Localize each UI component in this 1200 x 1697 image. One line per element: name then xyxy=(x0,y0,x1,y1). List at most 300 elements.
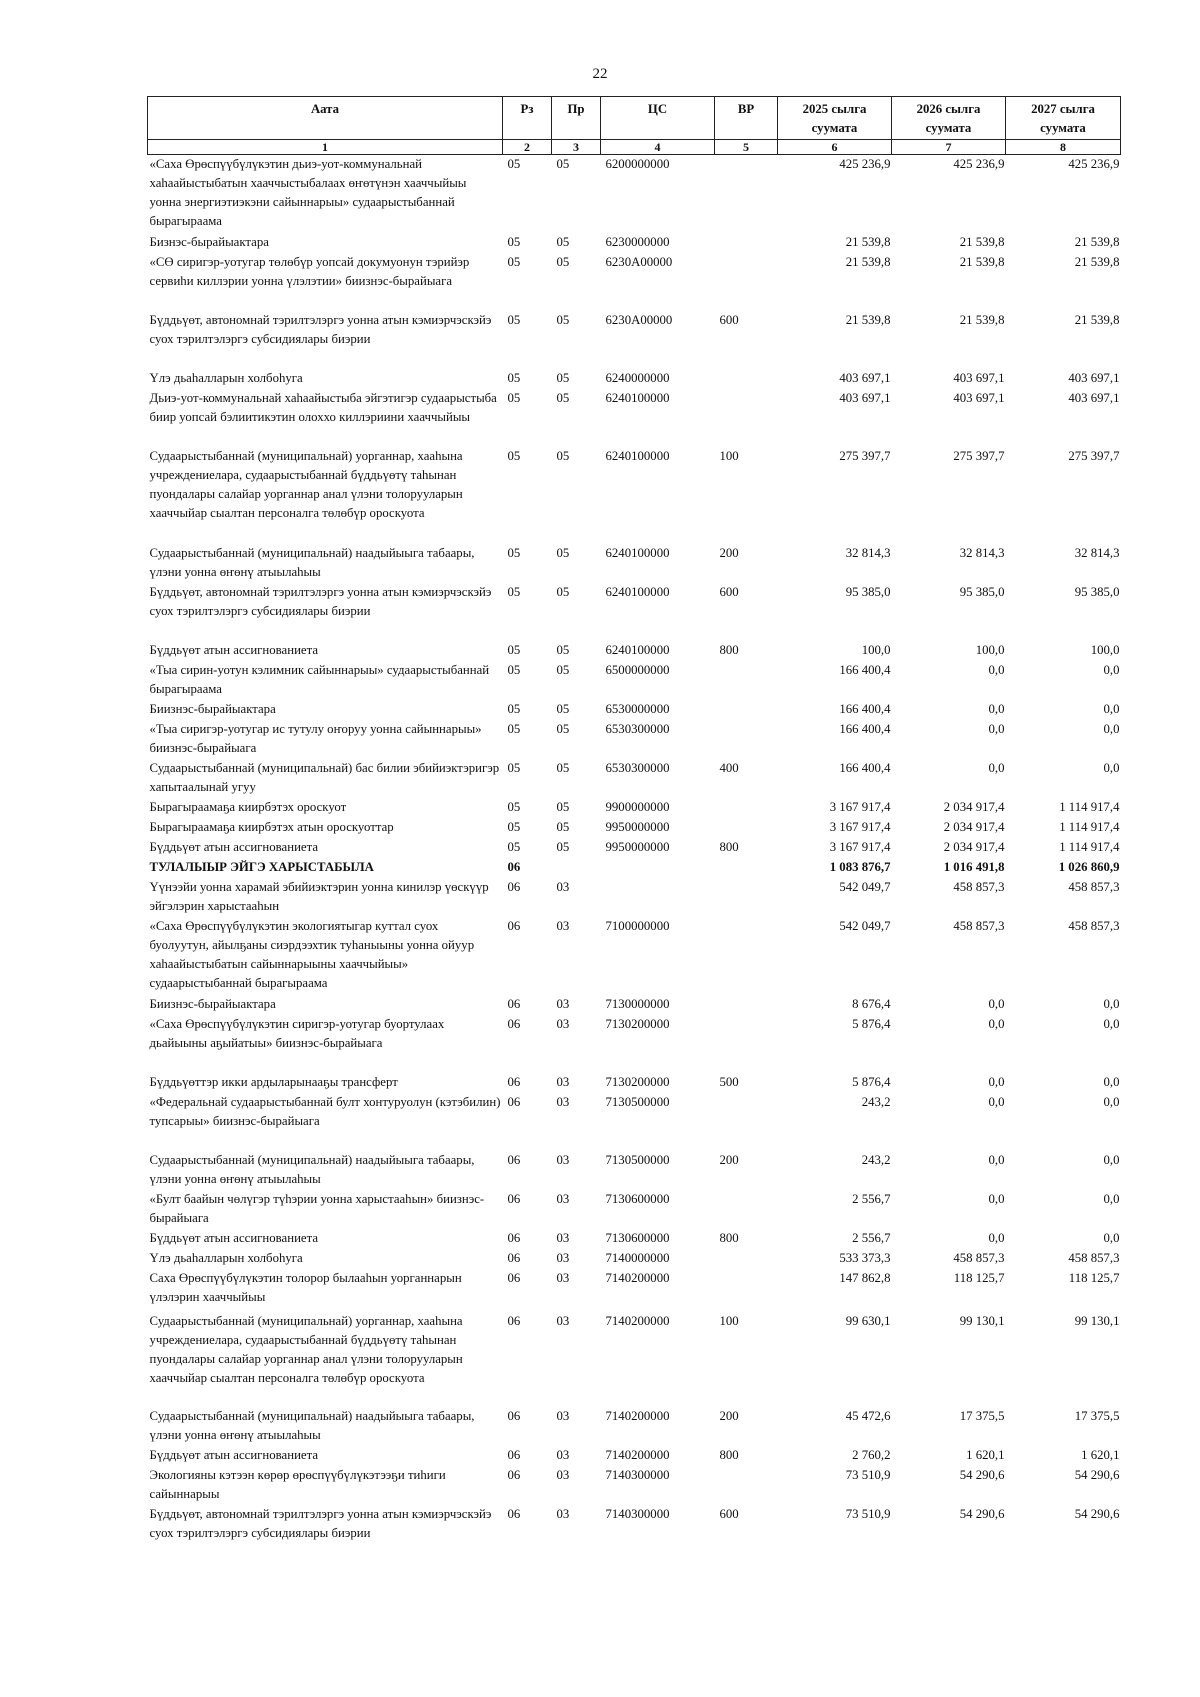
row-pr: 05 xyxy=(556,819,570,834)
table-row xyxy=(148,369,1121,389)
row-cs xyxy=(601,878,715,917)
row-name: «Саха Өрөспүүбүлүкэтин экологиятыгар куттал суох буолуутун, айылҕаны сиэрдээхтик туһаныыны уонна ойуур хаһаайыстыбатын сайыннарыыны хааччыйыы» судаарыстыбаннай бырагыраама xyxy=(149,918,475,990)
row-amount-2025: 3 167 917,4 xyxy=(829,799,891,814)
row-rz: 05 xyxy=(507,157,521,171)
row-amount-2026: 0,0 xyxy=(988,1230,1005,1245)
table-row xyxy=(148,661,1121,700)
row-amount-2027: 1 026 860,9 xyxy=(1058,859,1120,874)
row-vr: 600 xyxy=(719,584,739,599)
row-vr xyxy=(715,369,778,389)
table-row xyxy=(148,311,1121,369)
row-amount-2025: 542 049,7 xyxy=(839,879,891,894)
row-amount-2025: 166 400,4 xyxy=(839,662,891,677)
row-rz: 06 xyxy=(507,1191,521,1206)
row-name: Үлэ дьаһалларын холбоһуга xyxy=(149,1250,303,1265)
row-amount-2025: 100,0 xyxy=(861,642,891,657)
row-cs: 6240100000 xyxy=(605,448,670,463)
row-rz: 05 xyxy=(507,390,521,405)
row-pr: 05 xyxy=(556,234,570,249)
row-pr: 03 xyxy=(556,1230,570,1245)
row-vr: 400 xyxy=(719,760,739,775)
page-number: 22 xyxy=(592,66,608,82)
row-rz: 05 xyxy=(507,839,521,854)
row-amount-2026: 458 857,3 xyxy=(953,1250,1005,1265)
row-vr xyxy=(715,798,778,818)
row-pr: 03 xyxy=(556,1270,570,1285)
row-rz: 05 xyxy=(507,448,521,463)
row-amount-2026: 0,0 xyxy=(988,1152,1005,1167)
row-amount-2026: 403 697,1 xyxy=(953,370,1005,385)
row-vr xyxy=(715,389,778,447)
row-amount-2027: 0,0 xyxy=(1103,1074,1120,1089)
row-pr: 05 xyxy=(556,448,570,463)
row-rz: 06 xyxy=(507,1016,521,1031)
row-amount-2025: 45 472,6 xyxy=(845,1408,891,1423)
row-vr xyxy=(715,720,778,759)
row-amount-2025: 425 236,9 xyxy=(839,157,891,171)
row-amount-2027: 0,0 xyxy=(1103,1016,1120,1031)
row-amount-2026: 54 290,6 xyxy=(959,1467,1005,1482)
row-vr: 200 xyxy=(719,545,739,560)
row-vr xyxy=(715,995,778,1015)
row-rz: 06 xyxy=(507,1467,521,1482)
row-rz: 05 xyxy=(507,760,521,775)
row-rz: 05 xyxy=(507,370,521,385)
row-pr: 03 xyxy=(556,879,570,894)
row-amount-2025: 533 373,3 xyxy=(839,1250,891,1265)
row-amount-2025: 147 862,8 xyxy=(839,1270,891,1285)
row-amount-2025: 1 083 876,7 xyxy=(829,859,891,874)
row-vr: 800 xyxy=(719,1230,739,1245)
row-name: Үлэ дьаһалларын холбоһуга xyxy=(149,370,303,385)
row-pr: 05 xyxy=(556,701,570,716)
row-amount-2026: 1 620,1 xyxy=(966,1447,1005,1462)
row-amount-2025: 21 539,8 xyxy=(845,234,891,249)
row-amount-2026: 95 385,0 xyxy=(959,584,1005,599)
row-amount-2026: 0,0 xyxy=(988,760,1005,775)
table-row xyxy=(148,447,1121,544)
column-number: 6 xyxy=(778,140,892,155)
row-name: Бырагыраамаҕа киирбэтэх ороскуот xyxy=(149,799,347,814)
row-rz: 05 xyxy=(507,312,521,327)
row-rz: 06 xyxy=(507,918,521,933)
row-pr: 03 xyxy=(556,1094,570,1109)
row-amount-2027: 0,0 xyxy=(1103,996,1120,1011)
column-number: 7 xyxy=(892,140,1006,155)
row-amount-2026: 1 016 491,8 xyxy=(943,859,1005,874)
row-vr xyxy=(715,917,778,995)
table-row xyxy=(148,1229,1121,1249)
row-cs: 6240100000 xyxy=(605,390,670,405)
row-cs xyxy=(601,858,715,878)
table-row xyxy=(148,995,1121,1015)
header-vr: ВР xyxy=(715,97,778,140)
row-amount-2026: 2 034 917,4 xyxy=(943,799,1005,814)
row-cs: 7130200000 xyxy=(605,1016,670,1031)
row-cs: 7140300000 xyxy=(605,1506,670,1521)
row-rz: 06 xyxy=(507,1447,521,1462)
row-cs: 7130500000 xyxy=(605,1152,670,1167)
row-name: Судаарыстыбаннай (муниципальнай) уорганнар, хааһына учреждениелара, судаарыстыбаннай бүддьүөтү таһынан пуондалары салайар уорганнар анал үлэни толорууларын хааччыйар сыалтан персоналга төлөбүр ороскуота xyxy=(149,1313,463,1385)
row-cs: 7140200000 xyxy=(605,1313,670,1328)
row-cs: 7130600000 xyxy=(605,1191,670,1206)
column-number-row xyxy=(148,140,1121,155)
row-amount-2025: 8 676,4 xyxy=(852,996,891,1011)
row-vr: 600 xyxy=(719,312,739,327)
row-pr: 03 xyxy=(556,1016,570,1031)
table-row xyxy=(148,700,1121,720)
row-amount-2025: 21 539,8 xyxy=(845,254,891,269)
row-cs: 6530300000 xyxy=(605,721,670,736)
row-pr: 03 xyxy=(556,1447,570,1462)
row-amount-2027: 54 290,6 xyxy=(1074,1506,1120,1521)
row-vr: 100 xyxy=(719,448,739,463)
column-number: 3 xyxy=(552,140,601,155)
row-rz: 06 xyxy=(507,1094,521,1109)
header-pr: Пр xyxy=(552,97,601,140)
table-row xyxy=(148,1015,1121,1073)
row-amount-2026: 425 236,9 xyxy=(953,157,1005,171)
table-row xyxy=(148,1249,1121,1269)
row-pr: 05 xyxy=(556,721,570,736)
row-amount-2027: 118 125,7 xyxy=(1068,1270,1120,1285)
row-amount-2025: 32 814,3 xyxy=(845,545,891,560)
row-pr: 03 xyxy=(556,1467,570,1482)
row-pr: 05 xyxy=(556,370,570,385)
row-pr: 03 xyxy=(556,1074,570,1089)
table-row xyxy=(148,917,1121,995)
row-pr: 05 xyxy=(556,254,570,269)
row-cs: 7130200000 xyxy=(605,1074,670,1089)
table-row xyxy=(148,818,1121,838)
row-name: «Булт баайын чөлүгэр түһэрии уонна харыстааһын» биизнэс-бырайыага xyxy=(149,1191,485,1225)
row-amount-2027: 1 114 917,4 xyxy=(1059,839,1120,854)
row-amount-2026: 54 290,6 xyxy=(959,1506,1005,1521)
table-row xyxy=(148,1407,1121,1446)
row-amount-2026: 0,0 xyxy=(988,701,1005,716)
row-pr: 03 xyxy=(556,1313,570,1328)
row-name: Биизнэс-бырайыактара xyxy=(149,996,276,1011)
row-pr: 05 xyxy=(556,157,570,171)
row-pr: 05 xyxy=(556,799,570,814)
row-rz: 06 xyxy=(507,1408,521,1423)
row-rz: 05 xyxy=(507,234,521,249)
table-row xyxy=(148,798,1121,818)
row-cs: 6500000000 xyxy=(605,662,670,677)
row-name: Бүддьүөт атын ассигнованиета xyxy=(149,1230,319,1245)
header-year-2026: 2026 сылга суумата xyxy=(892,97,1006,140)
row-amount-2027: 425 236,9 xyxy=(1068,157,1120,171)
table-body xyxy=(148,155,1121,1563)
row-amount-2027: 0,0 xyxy=(1103,662,1120,677)
row-pr xyxy=(552,858,601,878)
row-cs: 7140000000 xyxy=(605,1250,670,1265)
table-row xyxy=(148,389,1121,447)
row-vr xyxy=(715,1093,778,1151)
row-amount-2025: 73 510,9 xyxy=(845,1467,891,1482)
table-row xyxy=(148,858,1121,878)
row-rz: 06 xyxy=(507,1313,521,1328)
row-rz: 05 xyxy=(507,799,521,814)
row-cs: 7140200000 xyxy=(605,1270,670,1285)
row-amount-2027: 54 290,6 xyxy=(1074,1467,1120,1482)
row-name: Судаарыстыбаннай (муниципальнай) наадыйыыга табаары, үлэни уонна өҥөнү атыылаһыы xyxy=(149,545,475,579)
row-amount-2027: 458 857,3 xyxy=(1068,918,1120,933)
row-rz: 06 xyxy=(507,879,521,894)
table-row xyxy=(148,1093,1121,1151)
row-name: Бүддьүөт атын ассигнованиета xyxy=(149,839,319,854)
table-row xyxy=(148,233,1121,253)
row-vr xyxy=(715,858,778,878)
row-amount-2027: 17 375,5 xyxy=(1074,1408,1120,1423)
row-name: «СӨ сиригэр-уотугар төлөбүр уопсай докумуонун тэрийэр сервиһи киллэрии уонна үлэлэтии» биизнэс-бырайыага xyxy=(149,254,470,288)
row-amount-2027: 0,0 xyxy=(1103,760,1120,775)
row-amount-2026: 21 539,8 xyxy=(959,234,1005,249)
header-year-2025: 2025 сылга суумата xyxy=(778,97,892,140)
row-rz: 06 xyxy=(507,1074,521,1089)
row-cs: 6240100000 xyxy=(605,584,670,599)
row-pr: 03 xyxy=(556,1506,570,1521)
row-name: Үүнээйи уонна харамай эбийиэктэрин уонна кинилэр үөскүүр эйгэлэрин харыстааһын xyxy=(149,879,489,913)
row-amount-2027: 458 857,3 xyxy=(1068,1250,1120,1265)
row-pr: 03 xyxy=(556,996,570,1011)
row-amount-2027: 21 539,8 xyxy=(1074,254,1120,269)
row-name: Бырагыраамаҕа киирбэтэх атын ороскуоттар xyxy=(149,819,394,834)
row-name: Дьиэ-уот-коммунальнай хаһаайыстыба эйгэтигэр судаарыстыба биир уопсай бэлиитикэтин олоххо киллэриини хааччыйыы xyxy=(149,390,497,424)
row-amount-2026: 99 130,1 xyxy=(959,1313,1005,1328)
row-amount-2025: 166 400,4 xyxy=(839,721,891,736)
row-amount-2027: 458 857,3 xyxy=(1068,879,1120,894)
table-row xyxy=(148,1073,1121,1093)
row-amount-2026: 0,0 xyxy=(988,1191,1005,1206)
row-rz: 06 xyxy=(507,1270,521,1285)
row-amount-2027: 0,0 xyxy=(1103,701,1120,716)
row-amount-2027: 403 697,1 xyxy=(1068,390,1120,405)
row-pr: 05 xyxy=(556,390,570,405)
row-name: «Саха Өрөспүүбүлүкэтин дьиэ-уот-коммунальнай хаһаайыстыбатын хааччыстыбалаах өҥөтүнэн хааччыйыы уонна энергиэтиэкэни сайыннарыы» судаарыстыбаннай бырагыраама xyxy=(149,157,467,228)
row-pr: 05 xyxy=(556,642,570,657)
row-pr: 03 xyxy=(556,918,570,933)
row-name: ТУЛАЛЫЫР ЭЙГЭ ХАРЫСТАБЫЛА xyxy=(149,859,374,874)
row-amount-2026: 0,0 xyxy=(988,721,1005,736)
row-amount-2025: 403 697,1 xyxy=(839,370,891,385)
column-number: 1 xyxy=(148,140,503,155)
row-name: Бүддьүөт атын ассигнованиета xyxy=(149,642,319,657)
column-number: 2 xyxy=(503,140,552,155)
row-pr: 05 xyxy=(556,760,570,775)
row-amount-2027: 0,0 xyxy=(1103,1230,1120,1245)
row-amount-2026: 0,0 xyxy=(988,1074,1005,1089)
row-vr: 200 xyxy=(719,1408,739,1423)
row-amount-2026: 2 034 917,4 xyxy=(943,839,1005,854)
row-amount-2026: 21 539,8 xyxy=(959,312,1005,327)
table-row xyxy=(148,1190,1121,1229)
row-vr xyxy=(715,818,778,838)
column-number: 4 xyxy=(601,140,715,155)
row-vr xyxy=(715,155,778,233)
row-rz: 05 xyxy=(507,584,521,599)
row-pr: 05 xyxy=(556,584,570,599)
row-name: Биизнэс-бырайыактара xyxy=(149,701,276,716)
row-cs: 6530000000 xyxy=(605,701,670,716)
row-name: «Саха Өрөспүүбүлүкэтин сиригэр-уотугар буортулаах дьайыыны аҕыйатыы» биизнэс-бырайыага xyxy=(149,1016,445,1050)
row-pr: 03 xyxy=(556,1408,570,1423)
row-amount-2027: 275 397,7 xyxy=(1068,448,1120,463)
row-vr: 600 xyxy=(719,1506,739,1521)
row-name: «Тыа сиригэр-уотугар ис тутулу оҥоруу уонна сайыннарыы» биизнэс-бырайыага xyxy=(149,721,482,755)
row-vr xyxy=(715,878,778,917)
row-name: Саха Өрөспүүбүлүкэтин толорор былааһын уорганнарын үлэлэрин хааччыйыы xyxy=(149,1270,462,1304)
row-pr: 05 xyxy=(556,312,570,327)
row-amount-2027: 100,0 xyxy=(1090,642,1120,657)
row-amount-2026: 0,0 xyxy=(988,662,1005,677)
row-vr xyxy=(715,1015,778,1073)
row-amount-2025: 95 385,0 xyxy=(845,584,891,599)
table-row xyxy=(148,1269,1121,1312)
table-row xyxy=(148,1505,1121,1563)
row-amount-2027: 0,0 xyxy=(1103,1191,1120,1206)
row-cs: 6230А00000 xyxy=(605,254,673,269)
row-amount-2025: 2 556,7 xyxy=(852,1230,891,1245)
row-cs: 7140200000 xyxy=(605,1447,670,1462)
table-header-row xyxy=(148,97,1121,140)
row-name: «Тыа сирин-уотун кэлимник сайыннарыы» судаарыстыбаннай бырагыраама xyxy=(149,662,490,696)
row-amount-2027: 0,0 xyxy=(1103,1094,1120,1109)
table-row xyxy=(148,544,1121,583)
table-row xyxy=(148,253,1121,311)
row-cs: 7100000000 xyxy=(605,918,670,933)
column-number: 5 xyxy=(715,140,778,155)
row-cs: 7140300000 xyxy=(605,1467,670,1482)
row-vr xyxy=(715,661,778,700)
row-amount-2027: 0,0 xyxy=(1103,1152,1120,1167)
table-row xyxy=(148,155,1121,233)
header-year-2027: 2027 сылга суумата xyxy=(1006,97,1121,140)
row-amount-2025: 21 539,8 xyxy=(845,312,891,327)
row-amount-2026: 32 814,3 xyxy=(959,545,1005,560)
table-row xyxy=(148,878,1121,917)
row-amount-2026: 458 857,3 xyxy=(953,879,1005,894)
row-amount-2026: 100,0 xyxy=(975,642,1005,657)
row-amount-2025: 243,2 xyxy=(861,1094,891,1109)
row-vr xyxy=(715,1269,778,1312)
row-amount-2025: 3 167 917,4 xyxy=(829,819,891,834)
row-pr: 05 xyxy=(556,839,570,854)
row-amount-2025: 5 876,4 xyxy=(852,1074,891,1089)
row-name: Бүддьүөт атын ассигнованиета xyxy=(149,1447,319,1462)
row-amount-2027: 99 130,1 xyxy=(1074,1313,1120,1328)
table-row xyxy=(148,720,1121,759)
row-rz: 05 xyxy=(507,819,521,834)
row-amount-2026: 0,0 xyxy=(988,996,1005,1011)
row-rz: 06 xyxy=(507,1250,521,1265)
row-cs: 6230000000 xyxy=(605,234,670,249)
column-number: 8 xyxy=(1006,140,1121,155)
row-amount-2025: 166 400,4 xyxy=(839,701,891,716)
header-cs: ЦС xyxy=(601,97,715,140)
row-amount-2025: 275 397,7 xyxy=(839,448,891,463)
row-rz: 05 xyxy=(507,662,521,677)
row-amount-2026: 403 697,1 xyxy=(953,390,1005,405)
row-pr: 03 xyxy=(556,1152,570,1167)
row-pr: 03 xyxy=(556,1250,570,1265)
header-rz: Рз xyxy=(503,97,552,140)
table-row xyxy=(148,838,1121,858)
table-row xyxy=(148,1446,1121,1466)
row-amount-2026: 118 125,7 xyxy=(953,1270,1005,1285)
row-amount-2027: 0,0 xyxy=(1103,721,1120,736)
row-amount-2026: 2 034 917,4 xyxy=(943,819,1005,834)
row-vr: 800 xyxy=(719,1447,739,1462)
row-cs: 6530300000 xyxy=(605,760,670,775)
table-row xyxy=(148,583,1121,641)
row-amount-2025: 542 049,7 xyxy=(839,918,891,933)
table-row xyxy=(148,641,1121,661)
row-name: Бизнэс-бырайыактара xyxy=(149,234,269,249)
row-amount-2027: 1 114 917,4 xyxy=(1059,819,1120,834)
row-name: Бүддьүөт, автономнай тэрилтэлэргэ уонна атын кэмиэрчэскэйэ суох тэрилтэлэргэ субсидиялары биэрии xyxy=(149,1506,492,1540)
row-amount-2027: 1 114 917,4 xyxy=(1059,799,1120,814)
row-cs: 9900000000 xyxy=(605,799,670,814)
row-rz: 05 xyxy=(507,701,521,716)
row-amount-2025: 403 697,1 xyxy=(839,390,891,405)
row-name: «Федеральнай судаарыстыбаннай булт хонтуруолун (кэтэбилин) тупсарыы» биизнэс-бырайыага xyxy=(149,1094,501,1128)
header-name: Аата xyxy=(148,97,503,140)
row-amount-2027: 403 697,1 xyxy=(1068,370,1120,385)
row-amount-2025: 99 630,1 xyxy=(845,1313,891,1328)
row-amount-2025: 166 400,4 xyxy=(839,760,891,775)
row-cs: 6240100000 xyxy=(605,642,670,657)
row-cs: 9950000000 xyxy=(605,819,670,834)
row-rz: 06 xyxy=(507,1506,521,1521)
row-cs: 7130500000 xyxy=(605,1094,670,1109)
row-vr: 100 xyxy=(719,1313,739,1328)
row-vr: 200 xyxy=(719,1152,739,1167)
row-amount-2026: 17 375,5 xyxy=(959,1408,1005,1423)
row-amount-2027: 95 385,0 xyxy=(1074,584,1120,599)
row-rz: 06 xyxy=(507,1230,521,1245)
row-amount-2026: 0,0 xyxy=(988,1094,1005,1109)
row-amount-2027: 1 620,1 xyxy=(1081,1447,1120,1462)
row-cs: 7130600000 xyxy=(605,1230,670,1245)
row-cs: 7140200000 xyxy=(605,1408,670,1423)
row-pr: 03 xyxy=(556,1191,570,1206)
row-amount-2026: 21 539,8 xyxy=(959,254,1005,269)
row-name: Судаарыстыбаннай (муниципальнай) бас билии эбийиэктэригэр хапытаалынай угуу xyxy=(149,760,500,794)
row-name: Бүддьүөттэр икки ардыларынааҕы трансферт xyxy=(149,1074,398,1089)
row-vr xyxy=(715,253,778,311)
row-amount-2026: 0,0 xyxy=(988,1016,1005,1031)
row-vr: 800 xyxy=(719,839,739,854)
row-amount-2025: 3 167 917,4 xyxy=(829,839,891,854)
row-vr xyxy=(715,1249,778,1269)
row-pr: 05 xyxy=(556,662,570,677)
row-rz: 06 xyxy=(507,1152,521,1167)
row-name: Судаарыстыбаннай (муниципальнай) наадыйыыга табаары, үлэни уонна өҥөнү атыылаһыы xyxy=(149,1152,475,1186)
row-name: Бүддьүөт, автономнай тэрилтэлэргэ уонна атын кэмиэрчэскэйэ суох тэрилтэлэргэ субсидиялары биэрии xyxy=(149,312,492,346)
row-name: Бүддьүөт, автономнай тэрилтэлэргэ уонна атын кэмиэрчэскэйэ суох тэрилтэлэргэ субсидиялары биэрии xyxy=(149,584,492,618)
row-amount-2025: 2 556,7 xyxy=(852,1191,891,1206)
row-pr: 05 xyxy=(556,545,570,560)
table-row xyxy=(148,1466,1121,1505)
row-vr: 500 xyxy=(719,1074,739,1089)
table-row xyxy=(148,759,1121,798)
row-cs: 6240100000 xyxy=(605,545,670,560)
row-amount-2025: 243,2 xyxy=(861,1152,891,1167)
row-cs: 6230А00000 xyxy=(605,312,673,327)
row-vr xyxy=(715,1466,778,1505)
row-vr xyxy=(715,1190,778,1229)
